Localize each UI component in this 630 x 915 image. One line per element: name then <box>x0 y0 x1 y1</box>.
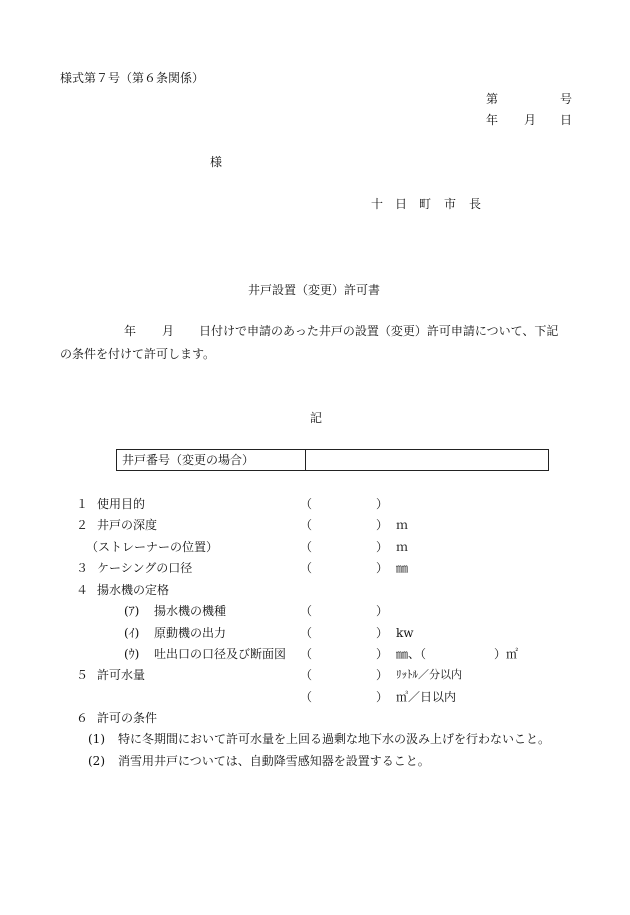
document-number-prefix: 第 <box>486 92 499 106</box>
subitem-number: (ｳ) <box>124 647 140 661</box>
body-month: 月 <box>162 324 175 338</box>
item-unit-2: ）㎡ <box>494 647 519 661</box>
well-number-table <box>116 449 549 471</box>
ki-heading: 記 <box>310 411 323 425</box>
well-number-label: 井戸番号（変更の場合） <box>117 450 306 470</box>
item-label: 使用目的 <box>97 497 146 511</box>
paren-open: （ <box>300 690 313 704</box>
item-label: （ストレーナーの位置） <box>86 540 219 554</box>
paren-close: ） <box>376 561 389 575</box>
document-number-suffix: 号 <box>560 92 573 106</box>
date-day: 日 <box>560 113 573 127</box>
item-label: 井戸の深度 <box>97 518 158 532</box>
well-number-value <box>306 450 548 470</box>
item-unit: ㎜、（ <box>396 647 427 661</box>
item-unit: ㎜ <box>396 561 409 575</box>
date-month: 月 <box>524 113 537 127</box>
subitem-label: 吐出口の口径及び断面図 <box>154 647 287 661</box>
item-unit: ｍ <box>396 518 409 532</box>
paren-close: ） <box>376 518 389 532</box>
document-title: 井戸設置（変更）許可書 <box>248 283 381 297</box>
paren-open: （ <box>300 518 313 532</box>
paren-close: ） <box>376 540 389 554</box>
item-number: １ <box>76 497 89 511</box>
form-number: 様式第７号（第６条関係） <box>60 71 205 85</box>
item-unit: ㎥／日以内 <box>396 690 457 704</box>
issuer-char: 日 <box>395 197 408 211</box>
condition-text: 消雪用井戸については、自動降雪感知器を設置すること。 <box>118 754 430 768</box>
subitem-label: 原動機の出力 <box>154 626 227 640</box>
issuer-char: 市 <box>444 197 457 211</box>
item-number: ４ <box>76 583 89 597</box>
issuer-char: 長 <box>469 197 482 211</box>
body-line2: の条件を付けて許可します。 <box>60 347 216 361</box>
paren-open: （ <box>300 604 313 618</box>
subitem-number: (ｲ) <box>124 626 140 640</box>
paren-open: （ <box>300 647 313 661</box>
item-label: ケーシングの口径 <box>97 561 193 575</box>
item-label: 揚水機の定格 <box>97 583 170 597</box>
issuer-char: 町 <box>419 197 432 211</box>
paren-open: （ <box>300 668 313 682</box>
paren-open: （ <box>300 561 313 575</box>
paren-close: ） <box>376 647 389 661</box>
paren-close: ） <box>376 690 389 704</box>
body-year: 年 <box>124 324 137 338</box>
paren-close: ） <box>376 604 389 618</box>
item-label: 許可水量 <box>97 668 146 682</box>
condition-number: (2) <box>88 754 105 768</box>
item-number: ５ <box>76 668 89 682</box>
item-unit: ｍ <box>396 540 409 554</box>
paren-open: （ <box>300 626 313 640</box>
paren-open: （ <box>300 540 313 554</box>
subitem-number: (ｱ) <box>124 604 140 618</box>
item-label: 許可の条件 <box>97 711 158 725</box>
paren-close: ） <box>376 668 389 682</box>
subitem-label: 揚水機の機種 <box>154 604 227 618</box>
item-number: ２ <box>76 518 89 532</box>
addressee-honorific: 様 <box>210 155 223 169</box>
item-number: ６ <box>76 711 89 725</box>
paren-close: ） <box>376 497 389 511</box>
condition-text: 特に冬期間において許可水量を上回る過剰な地下水の汲み上げを行わないこと。 <box>118 732 551 746</box>
date-year: 年 <box>486 113 499 127</box>
paren-open: （ <box>300 497 313 511</box>
item-unit: ﾘｯﾄﾙ／分以内 <box>396 668 462 681</box>
issuer-char: 十 <box>371 197 384 211</box>
condition-number: (1) <box>88 732 105 746</box>
body-line1: 日付けで申請のあった井戸の設置（変更）許可申請について、下記 <box>199 324 559 338</box>
paren-close: ） <box>376 626 389 640</box>
item-number: ３ <box>76 561 89 575</box>
item-unit: kw <box>396 626 414 640</box>
